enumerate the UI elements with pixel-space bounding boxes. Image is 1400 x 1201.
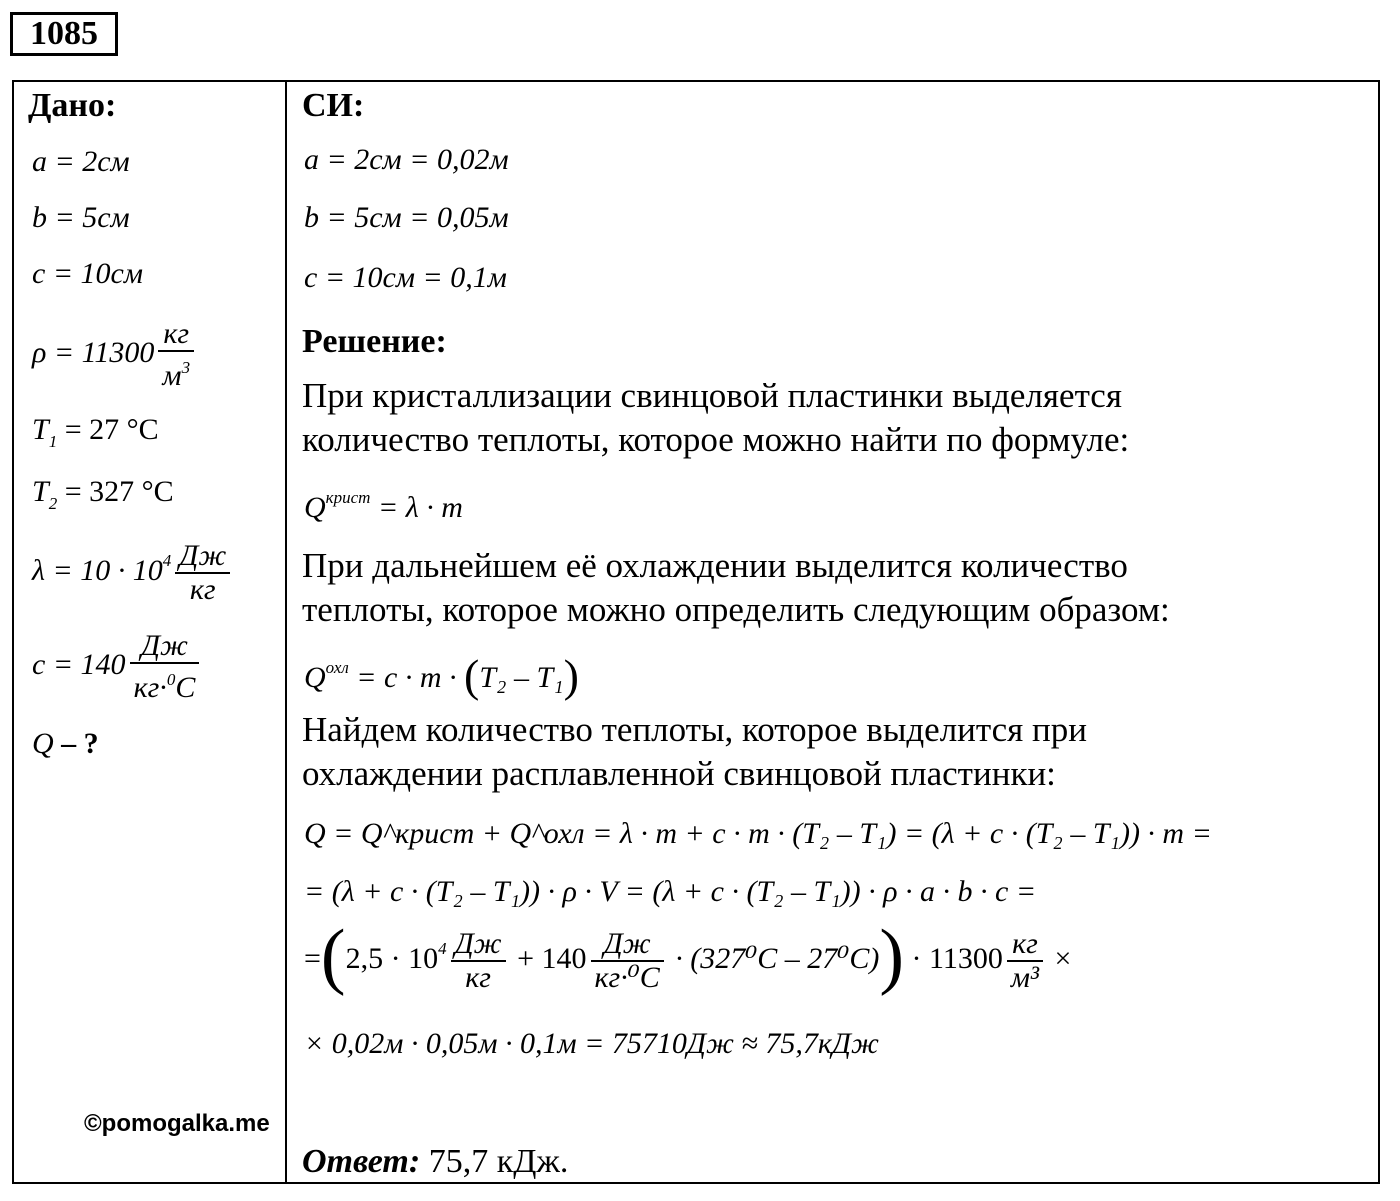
given-c2-den-a: кг·: [133, 671, 167, 704]
given-rho: [32, 318, 198, 392]
formula-1-q: Q: [304, 491, 326, 524]
formula-2-rest: = c · m ·: [348, 661, 465, 694]
given-c2-num: Дж: [130, 630, 200, 664]
given-t1-sub: 1: [48, 432, 58, 451]
paragraph-2-line-1: При дальнейшем её охлаждении выделится количество: [302, 546, 1128, 585]
solution-table: [12, 80, 1380, 1184]
formula-cooling: $Q^{охл} = c \cdot m \cdot (T_2 - T_1)$: [304, 650, 579, 701]
equation-3-frac-1-den: кг: [465, 961, 491, 994]
equation-3-a-exp: 4: [438, 938, 447, 958]
formula-crystallization: [304, 480, 463, 526]
given-c2-den-b: C: [175, 671, 196, 704]
given-rho-den-exp: 3: [181, 358, 191, 377]
given-lambda-num: Дж: [175, 540, 230, 574]
given-c: c = 10см: [32, 257, 144, 290]
answer-value: 75,7 кДж.: [420, 1143, 569, 1180]
equation-3-a: 2,5 · 10: [345, 941, 439, 975]
equation-3-frac-3-den: м³: [1010, 961, 1040, 994]
given-c2-den-exp: 0: [166, 670, 176, 689]
given-t2-sym: T: [32, 475, 49, 508]
given-t2-val: = 327 °C: [57, 475, 174, 508]
equation-3-frac-3-num: кг: [1007, 928, 1043, 962]
given-lambda-left: λ = 10 · 10: [32, 553, 163, 587]
equation-3-frac-1: [451, 928, 506, 994]
equation-3-frac-2-num: Дж: [591, 928, 664, 962]
given-rho-fraction: [158, 318, 194, 392]
si-c: c = 10см = 0,1м: [304, 261, 507, 294]
given-header: Дано:: [28, 87, 117, 124]
given-find: [32, 726, 99, 762]
paragraph-3-line-2: охлаждении расплавленной свинцовой пластинки:: [302, 754, 1056, 793]
given-find-sym: Q: [32, 727, 54, 760]
given-t2: [32, 474, 174, 522]
given-lambda: [32, 540, 234, 606]
formula-2-sup: охл: [325, 658, 349, 677]
equation-3-c: · (327⁰C – 27⁰C): [667, 941, 880, 975]
equation-line-1: Q = Q^крист + Q^охл = λ · m + c · m · (T₂ – T₁) = (λ + c · (T₂ – T₁)) · m =: [304, 817, 1212, 850]
watermark: ©pomogalka.me: [84, 1110, 270, 1137]
si-a: a = 2см = 0,02м: [304, 143, 509, 176]
equation-3-frac-2: [591, 928, 664, 994]
given-b: b = 5см: [32, 201, 130, 234]
given-a: a = 2см: [32, 145, 130, 178]
paragraph-3-line-1: Найдем количество теплоты, которое выделится при: [302, 710, 1087, 749]
si-header: СИ:: [302, 87, 365, 124]
answer: [302, 1140, 568, 1184]
solution-header: Решение:: [302, 323, 447, 360]
equation-line-4: × 0,02м · 0,05м · 0,1м = 75710Дж ≈ 75,7кДж: [304, 1027, 879, 1060]
given-rho-num: кг: [158, 318, 194, 352]
given-t1-val: = 27 °C: [57, 413, 159, 446]
given-t2-sub: 2: [48, 494, 58, 513]
given-c2-fraction: [130, 630, 200, 704]
given-c2-left: c = 140: [32, 647, 126, 681]
given-c2: [32, 630, 203, 704]
equation-line-3: $=(2,5 \cdot 10^4$ $\frac{Дж}{кг}$ + 140 $\frac{Дж}{\text{кг·⁰C}}$ · (327⁰C – 27⁰C)) · 11300 $\frac{кг}{\text{м³}}$ ×: [304, 914, 1072, 997]
paragraph-1-line-2: количество теплоты, которое можно найти по формуле:: [302, 420, 1130, 459]
given-rho-left: ρ = 11300: [32, 335, 155, 369]
equation-line-2: = (λ + c · (T₂ – T₁)) · ρ · V = (λ + c · (T₂ – T₁)) · ρ · a · b · c =: [304, 875, 1037, 908]
given-find-rest: – ?: [53, 727, 99, 760]
formula-1-rest: = λ · m: [370, 491, 463, 524]
formula-2-q: Q: [304, 661, 326, 694]
given-t1: [32, 412, 159, 460]
equation-3-frac-3: [1007, 928, 1043, 994]
paragraph-1-line-1: При кристаллизации свинцовой пластинки выделяется: [302, 376, 1122, 415]
problem-number: 1085: [10, 12, 118, 56]
paragraph-2-line-2: теплоты, которое можно определить следующим образом:: [302, 590, 1170, 629]
given-rho-den: м: [162, 359, 182, 392]
answer-label: Ответ:: [302, 1143, 421, 1180]
column-divider: [285, 80, 287, 1184]
equation-3-d: · 11300: [904, 941, 1003, 975]
equation-3-e: ×: [1047, 941, 1072, 975]
given-lambda-den: кг: [189, 573, 216, 606]
given-lambda-exp: 4: [162, 550, 172, 570]
formula-2-inner: T₂ – T₁: [479, 661, 564, 694]
equation-3-b: + 140: [509, 941, 587, 975]
equation-3-frac-2-den: кг·⁰C: [594, 961, 660, 994]
si-b: b = 5см = 0,05м: [304, 201, 509, 234]
given-t1-sym: T: [32, 413, 49, 446]
formula-1-sup: крист: [325, 488, 371, 507]
given-lambda-fraction: [175, 540, 230, 606]
equation-3-frac-1-num: Дж: [451, 928, 506, 962]
